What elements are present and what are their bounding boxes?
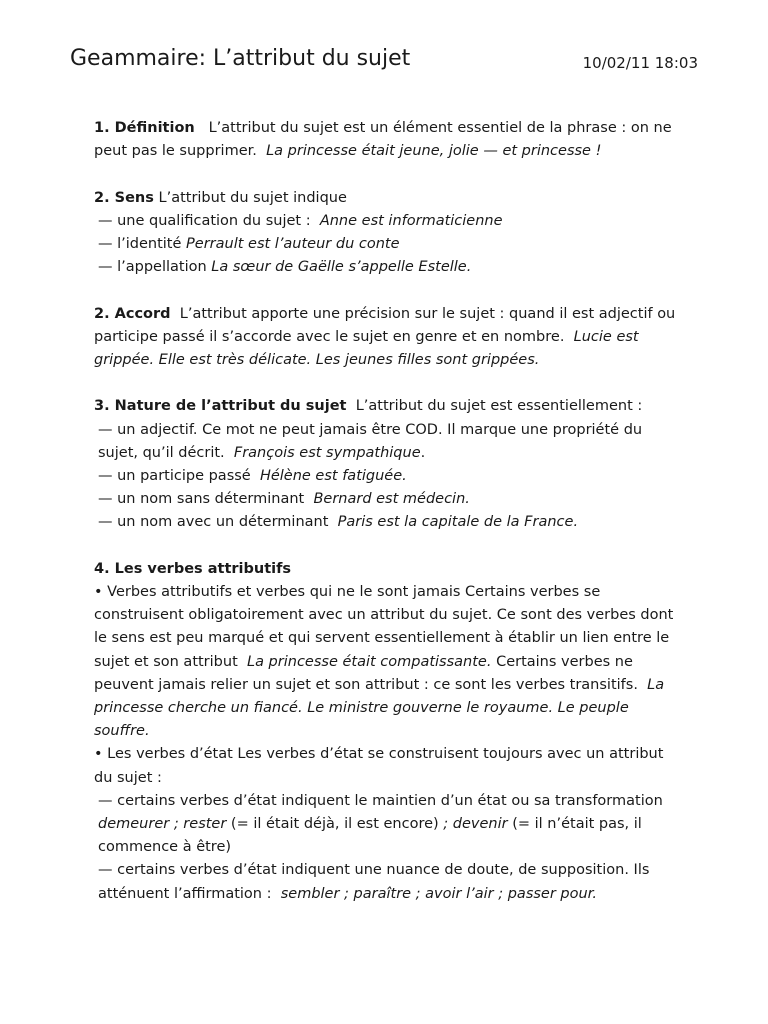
body-text: (= il était déjà, il est encore) <box>230 816 439 833</box>
example-text: La princesse était compatissante. <box>246 653 492 670</box>
example-text: ; devenir <box>443 816 508 833</box>
list-item <box>94 210 684 233</box>
body-text: — l’appellation <box>98 259 207 276</box>
list-item <box>94 488 684 511</box>
example-text: Lucie est grippée. Elle est très délicate. Les jeunes filles sont grippées. <box>94 328 639 368</box>
list-item <box>94 511 684 534</box>
body-text: • Les verbes d’état Les verbes d’état se construisent toujours avec un attribut du sujet : <box>94 746 664 786</box>
body-text: (= il n’était pas, il commence à être) <box>98 816 642 856</box>
section-definition <box>94 117 684 163</box>
body-text: — certains verbes d’état indiquent une nuance de doute, de supposition. Ils atténuent l’affirmation : <box>98 862 650 902</box>
example-text: sembler ; paraître ; avoir l’air ; passer pour. <box>280 885 597 902</box>
body-text: — certains verbes d’état indiquent le maintien d’un état ou sa transformation <box>98 792 663 809</box>
list-item <box>94 465 684 488</box>
paragraph <box>94 187 684 210</box>
section-heading: 1. Définition <box>94 120 195 136</box>
paragraph <box>94 117 684 163</box>
body-text: L’attribut du sujet est un élément essentiel de la phrase : on ne peut pas le supprimer. <box>94 120 672 160</box>
body-text: — l’identité <box>98 236 182 252</box>
example-text: Perrault est l’auteur du conte <box>186 236 400 252</box>
section-accord <box>94 303 684 373</box>
page-title: Geammaire: L’attribut du sujet <box>70 46 411 71</box>
paragraph <box>94 859 684 905</box>
example-text: Paris est la capitale de la France. <box>337 514 579 531</box>
paragraph <box>94 303 684 373</box>
section-heading: 3. Nature de l’attribut du sujet <box>94 398 347 415</box>
example-text: La sœur de Gaëlle s’appelle Estelle. <box>211 259 472 276</box>
paragraph <box>94 743 684 789</box>
body-text: — un adjectif. Ce mot ne peut jamais être COD. Il marque une propriété du sujet, qu’il décrit. <box>98 421 643 461</box>
example-text: La princesse était jeune, jolie — et princesse ! <box>266 143 602 160</box>
section-heading: 2. Accord <box>94 305 171 322</box>
list-item <box>94 256 684 279</box>
body-text: — un nom avec un déterminant <box>98 514 329 531</box>
list-item: — un adjectif. Ce mot ne peut jamais être COD. Il marque une propriété du sujet, qu’il décrit. François est sympathique. <box>98 421 643 461</box>
body-text: L’attribut du sujet indique <box>158 189 347 206</box>
body-text: Certains verbes ne peuvent jamais relier un sujet et son attribut : ce sont les verbes transitifs. <box>94 653 638 693</box>
paragraph <box>94 790 684 860</box>
example-text: François est sympathique <box>233 444 421 461</box>
paragraph <box>94 581 684 743</box>
page-date: 10/02/11 18:03 <box>582 54 698 72</box>
example-text: demeurer ; rester <box>98 816 227 833</box>
list-item <box>94 233 684 256</box>
body-text: L’attribut apporte une précision sur le sujet : quand il est adjectif ou participe passé il s’accorde avec le sujet en genre et en nombre. <box>94 305 676 345</box>
section-sens <box>94 187 684 280</box>
example-text: Bernard est médecin. <box>313 491 470 508</box>
body-text: — un nom sans déterminant <box>98 491 305 508</box>
section-nature <box>94 395 684 534</box>
example-text: Hélène est fatiguée. <box>259 468 407 484</box>
section-verbes <box>94 558 684 906</box>
example-text: La princesse cherche un fiancé. Le ministre gouverne le royaume. Le peuple souffre. <box>94 676 665 740</box>
section-heading: 4. Les verbes attributifs <box>94 560 292 577</box>
body-text: • Verbes attributifs et verbes qui ne le sont jamais Certains verbes se construisent obligatoirement avec un attribut du sujet. Ce sont des verbes dont le sens est peu marqué et qui servent essentiellement à établir un lien entre le sujet et son attribut <box>94 584 674 670</box>
paragraph <box>94 395 684 418</box>
example-text: Anne est informaticienne <box>319 212 503 229</box>
section-heading: 2. Sens <box>94 189 154 206</box>
section-heading-line <box>94 558 684 581</box>
body-text: L’attribut du sujet est essentiellement : <box>355 398 643 415</box>
document-body <box>94 117 684 929</box>
body-text: — un participe passé <box>98 468 251 484</box>
body-text: — une qualification du sujet : <box>98 212 311 229</box>
